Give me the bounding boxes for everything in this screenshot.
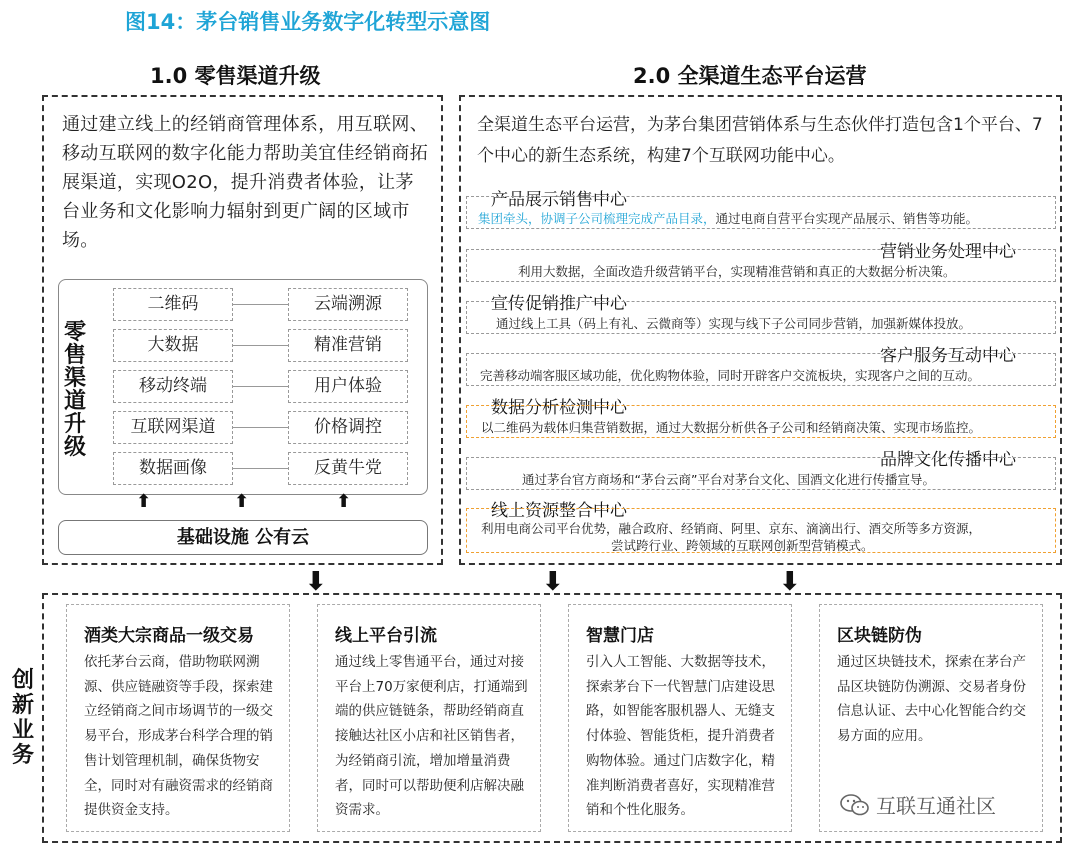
center-description-highlight: 集团牵头，协调子公司梳理完成产品目录， (478, 211, 716, 226)
retail-vertical-title: 零售渠道升级 (63, 320, 86, 460)
card-text: 通过区块链技术，探索在茅台产品区块链防伪溯源、交易者身份信息认证、去中心化智能合约交易方面的应用。 (837, 654, 1026, 745)
down-arrow-icon: ⬇ (542, 567, 564, 597)
card-title: 线上平台引流 (335, 626, 437, 646)
connector-line (233, 386, 288, 387)
pair-left-cell: 互联网渠道 (113, 411, 233, 444)
center-description: 通过线上工具（码上有礼、云微商等）实现与线下子公司同步营销，加强新媒体投放。 (496, 316, 972, 331)
pair-left-cell: 移动终端 (113, 370, 233, 403)
card-title: 智慧门店 (586, 626, 654, 646)
card-text: 引入人工智能、大数据等技术，探索茅台下一代智慧门店建设思路，如智能客服机器人、无缝支付体验、智能货柜，提升消费者购物体验。通过门店数字化，精准判断消费者喜好，实现精准营销和个性化服务。 (586, 654, 775, 819)
infrastructure-bar: 基础设施 公有云 (58, 520, 428, 555)
center-title: 营销业务处理中心 (880, 242, 1016, 262)
center-description: 以二维码为载体归集营销数据，通过大数据分析供各子公司和经销商决策、实现市场监控。 (481, 420, 982, 435)
card-title: 区块链防伪 (837, 626, 922, 646)
connector-line (233, 468, 288, 469)
watermark-text: 互联互通社区 (876, 794, 996, 818)
wechat-icon (840, 793, 870, 817)
pair-right-cell: 云端溯源 (288, 288, 408, 321)
center-title: 线上资源整合中心 (491, 501, 627, 521)
down-arrow-icon: ⬇ (779, 567, 801, 597)
left-description: 通过建立线上的经销商管理体系，用互联网、移动互联网的数字化能力帮助美宜佳经销商拓展渠道，实现O2O，提升消费者体验，让茅台业务和文化影响力辐射到更广阔的区域市场。 (62, 114, 428, 251)
right-description: 全渠道生态平台运营，为茅台集团营销体系与生态伙伴打造包含1个平台、7个中心的新生态系统，构建7个互联网功能中心。 (477, 115, 1043, 166)
center-title: 客户服务互动中心 (880, 346, 1016, 366)
innovation-card (568, 604, 792, 832)
watermark (840, 790, 996, 819)
center-title: 宣传促销推广中心 (491, 294, 627, 314)
card-text: 通过线上零售通平台，通过对接平台上70万家便利店，打通端到端的供应链链条，帮助经销商直接触达社区小店和社区销售者，为经销商引流，增加增量消费者，同时可以帮助便利店解决融资需求。 (335, 654, 528, 819)
center-description: 利用电商公司平台优势，融合政府、经销商、阿里、京东、滴滴出行、酒交所等多方资源， (481, 521, 982, 536)
center-description (478, 209, 978, 227)
center-description-rest: 通过电商自营平台实现产品展示、销售等功能。 (715, 211, 979, 226)
up-arrow-icon: ⬆ (234, 491, 250, 512)
up-arrow-icon: ⬆ (136, 491, 152, 512)
pair-right-cell: 反黄牛党 (288, 452, 408, 485)
connector-line (233, 427, 288, 428)
left-section-heading: 1.0 零售渠道升级 (150, 64, 321, 88)
innovation-side-label: 创新业务 (11, 668, 34, 768)
pair-right-cell: 价格调控 (288, 411, 408, 444)
pair-right-cell: 用户体验 (288, 370, 408, 403)
center-description: 尝试跨行业、跨领域的互联网创新型营销模式。 (611, 538, 874, 553)
connector-line (233, 345, 288, 346)
pair-left-cell: 数据画像 (113, 452, 233, 485)
innovation-card (317, 604, 541, 832)
pair-right-cell: 精准营销 (288, 329, 408, 362)
pair-left-cell: 大数据 (113, 329, 233, 362)
card-text: 依托茅台云商，借助物联网溯源、供应链融资等手段，探索建立经销商之间市场调节的一级交易平台，形成茅台科学合理的销售计划管理机制，确保货物安全，同时对有融资需求的经销商提供资金支持。 (84, 654, 273, 819)
right-section-heading: 2.0 全渠道生态平台运营 (633, 64, 867, 88)
center-title: 品牌文化传播中心 (880, 450, 1016, 470)
center-title: 数据分析检测中心 (491, 398, 627, 418)
center-description: 通过茅台官方商场和“茅台云商”平台对茅台文化、国酒文化进行传播宣导。 (522, 472, 935, 487)
center-description: 完善移动端客服区域功能，优化购物体验，同时开辟客户交流板块，实现客户之间的互动。 (480, 368, 981, 383)
card-title: 酒类大宗商品一级交易 (84, 626, 254, 646)
center-title: 产品展示销售中心 (491, 190, 627, 210)
pair-left-cell: 二维码 (113, 288, 233, 321)
down-arrow-icon: ⬇ (305, 567, 327, 597)
innovation-card (66, 604, 290, 832)
connector-line (233, 304, 288, 305)
up-arrow-icon: ⬆ (336, 491, 352, 512)
center-description: 利用大数据，全面改造升级营销平台，实现精准营销和真正的大数据分析决策。 (518, 264, 956, 279)
figure-title: 图14：茅台销售业务数字化转型示意图 (125, 10, 491, 34)
